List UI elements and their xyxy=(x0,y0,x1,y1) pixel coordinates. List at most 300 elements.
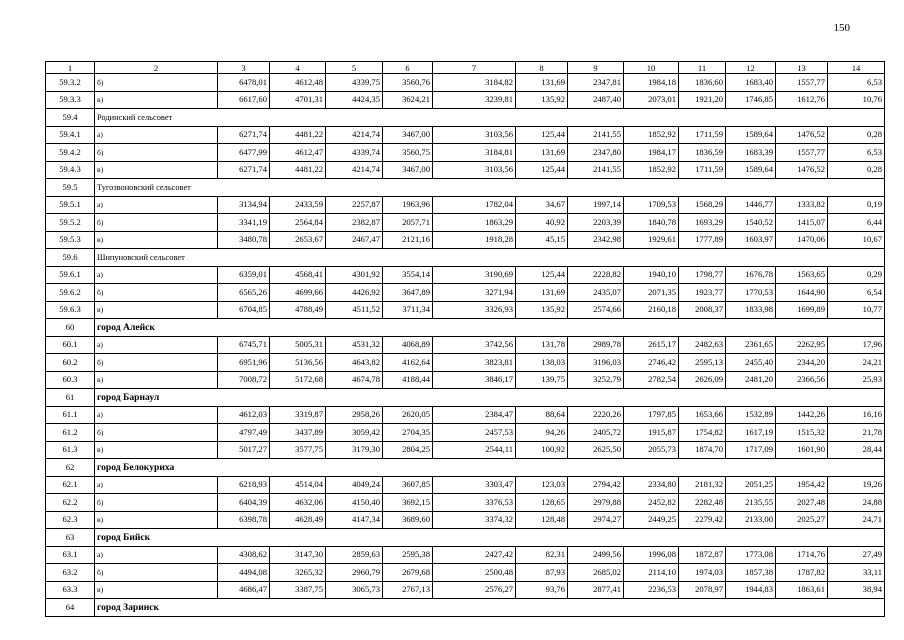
value-cell: 0,19 xyxy=(828,196,885,214)
row-code: 59.5.3 xyxy=(46,231,95,249)
value-cell: 1915,87 xyxy=(624,424,679,442)
value-cell: 16,16 xyxy=(828,406,885,424)
value-cell: 1923,77 xyxy=(679,284,726,302)
value-cell: 4308,62 xyxy=(218,546,270,564)
value-cell: 2487,40 xyxy=(568,91,624,109)
value-cell: 3374,32 xyxy=(433,511,516,529)
value-cell: 2794,42 xyxy=(568,476,624,494)
value-cell: 6477,99 xyxy=(218,144,270,162)
value-cell: 1863,29 xyxy=(433,214,516,232)
value-cell: 1470,06 xyxy=(776,231,828,249)
row-label: б) xyxy=(95,214,218,232)
row-label: б) xyxy=(95,354,218,372)
value-cell: 3147,30 xyxy=(270,546,326,564)
value-cell: 1918,28 xyxy=(433,231,516,249)
value-cell: 3271,94 xyxy=(433,284,516,302)
value-cell: 2057,71 xyxy=(383,214,433,232)
value-cell: 2135,55 xyxy=(726,494,776,512)
value-cell: 2203,39 xyxy=(568,214,624,232)
value-cell: 6271,74 xyxy=(218,126,270,144)
row-label: б) xyxy=(95,494,218,512)
value-cell: 3711,34 xyxy=(383,301,433,319)
table-row xyxy=(46,546,885,564)
value-cell: 2615,17 xyxy=(624,336,679,354)
column-header: 6 xyxy=(383,62,433,74)
value-cell: 4612,48 xyxy=(270,74,326,92)
value-cell: 3467,00 xyxy=(383,161,433,179)
value-cell: 2071,35 xyxy=(624,284,679,302)
value-cell: 2467,47 xyxy=(326,231,383,249)
value-cell: 2595,13 xyxy=(679,354,726,372)
value-cell: 4339,74 xyxy=(326,144,383,162)
value-cell: 1997,14 xyxy=(568,196,624,214)
value-cell: 131,69 xyxy=(516,284,568,302)
value-cell: 87,93 xyxy=(516,564,568,582)
group-title: город Алейск xyxy=(95,319,885,337)
value-cell: 2025,27 xyxy=(776,511,828,529)
value-cell: 10,76 xyxy=(828,91,885,109)
value-cell: 1515,32 xyxy=(776,424,828,442)
value-cell: 1944,83 xyxy=(726,581,776,599)
table-row xyxy=(46,126,885,144)
value-cell: 2435,07 xyxy=(568,284,624,302)
table-row xyxy=(46,74,885,92)
value-cell: 1863,61 xyxy=(776,581,828,599)
value-cell: 2366,56 xyxy=(776,371,828,389)
group-title: город Белокуриха xyxy=(95,459,885,477)
value-cell: 4699,66 xyxy=(270,284,326,302)
value-cell: 2160,18 xyxy=(624,301,679,319)
value-cell: 3326,93 xyxy=(433,301,516,319)
value-cell: 2679,68 xyxy=(383,564,433,582)
value-cell: 4147,34 xyxy=(326,511,383,529)
value-cell: 1612,76 xyxy=(776,91,828,109)
row-label: а) xyxy=(95,476,218,494)
value-cell: 6404,39 xyxy=(218,494,270,512)
value-cell: 4214,74 xyxy=(326,161,383,179)
value-cell: 4788,49 xyxy=(270,301,326,319)
value-cell: 2181,32 xyxy=(679,476,726,494)
value-cell: 1746,85 xyxy=(726,91,776,109)
header-row xyxy=(46,62,885,74)
group-row xyxy=(46,319,885,337)
value-cell: 4632,06 xyxy=(270,494,326,512)
value-cell: 3647,89 xyxy=(383,284,433,302)
value-cell: 4511,52 xyxy=(326,301,383,319)
value-cell: 4568,41 xyxy=(270,266,326,284)
value-cell: 3341,19 xyxy=(218,214,270,232)
column-header: 7 xyxy=(433,62,516,74)
value-cell: 4628,49 xyxy=(270,511,326,529)
value-cell: 131,78 xyxy=(516,336,568,354)
value-cell: 1714,76 xyxy=(776,546,828,564)
value-cell: 2228,82 xyxy=(568,266,624,284)
value-cell: 1963,96 xyxy=(383,196,433,214)
value-cell: 123,03 xyxy=(516,476,568,494)
column-header: 4 xyxy=(270,62,326,74)
value-cell: 1777,89 xyxy=(679,231,726,249)
value-cell: 2685,02 xyxy=(568,564,624,582)
value-cell: 1940,10 xyxy=(624,266,679,284)
value-cell: 4162,64 xyxy=(383,354,433,372)
value-cell: 2051,25 xyxy=(726,476,776,494)
value-cell: 2384,47 xyxy=(433,406,516,424)
row-label: б) xyxy=(95,284,218,302)
value-cell: 4612,03 xyxy=(218,406,270,424)
value-cell: 24,71 xyxy=(828,511,885,529)
value-cell: 27,49 xyxy=(828,546,885,564)
group-title: Родинский сельсовет xyxy=(95,109,885,127)
value-cell: 3823,81 xyxy=(433,354,516,372)
value-cell: 128,65 xyxy=(516,494,568,512)
value-cell: 1589,64 xyxy=(726,126,776,144)
group-row xyxy=(46,599,885,617)
value-cell: 3103,56 xyxy=(433,126,516,144)
column-header: 3 xyxy=(218,62,270,74)
value-cell: 4494,08 xyxy=(218,564,270,582)
row-code: 62.1 xyxy=(46,476,95,494)
value-cell: 2499,56 xyxy=(568,546,624,564)
column-header: 10 xyxy=(624,62,679,74)
value-cell: 3387,75 xyxy=(270,581,326,599)
value-cell: 2141,55 xyxy=(568,161,624,179)
value-cell: 2334,80 xyxy=(624,476,679,494)
row-label: в) xyxy=(95,91,218,109)
value-cell: 19,26 xyxy=(828,476,885,494)
value-cell: 3134,94 xyxy=(218,196,270,214)
group-row xyxy=(46,389,885,407)
table-row xyxy=(46,424,885,442)
row-label: б) xyxy=(95,74,218,92)
value-cell: 4674,78 xyxy=(326,371,383,389)
value-cell: 4531,32 xyxy=(326,336,383,354)
value-cell: 1974,03 xyxy=(679,564,726,582)
row-label: а) xyxy=(95,266,218,284)
value-cell: 2767,13 xyxy=(383,581,433,599)
value-cell: 2236,53 xyxy=(624,581,679,599)
value-cell: 7008,72 xyxy=(218,371,270,389)
column-header: 2 xyxy=(95,62,218,74)
row-code: 59.6 xyxy=(46,249,95,267)
value-cell: 34,67 xyxy=(516,196,568,214)
value-cell: 1540,52 xyxy=(726,214,776,232)
column-header: 9 xyxy=(568,62,624,74)
group-row xyxy=(46,179,885,197)
row-code: 61.1 xyxy=(46,406,95,424)
row-label: в) xyxy=(95,581,218,599)
value-cell: 5136,56 xyxy=(270,354,326,372)
value-cell: 4481,22 xyxy=(270,161,326,179)
value-cell: 2482,63 xyxy=(679,336,726,354)
value-cell: 2449,25 xyxy=(624,511,679,529)
value-cell: 2960,79 xyxy=(326,564,383,582)
value-cell: 1476,52 xyxy=(776,161,828,179)
value-cell: 1644,90 xyxy=(776,284,828,302)
column-header: 13 xyxy=(776,62,828,74)
value-cell: 135,92 xyxy=(516,301,568,319)
value-cell: 2347,80 xyxy=(568,144,624,162)
value-cell: 4481,22 xyxy=(270,126,326,144)
table-row xyxy=(46,441,885,459)
row-code: 60.1 xyxy=(46,336,95,354)
value-cell: 2133,00 xyxy=(726,511,776,529)
value-cell: 24,21 xyxy=(828,354,885,372)
row-code: 59.6.2 xyxy=(46,284,95,302)
table-row xyxy=(46,284,885,302)
value-cell: 1857,38 xyxy=(726,564,776,582)
row-code: 59.5.2 xyxy=(46,214,95,232)
value-cell: 17,96 xyxy=(828,336,885,354)
table-row xyxy=(46,231,885,249)
value-cell: 2576,27 xyxy=(433,581,516,599)
value-cell: 1954,42 xyxy=(776,476,828,494)
row-code: 64 xyxy=(46,599,95,617)
value-cell: 1874,70 xyxy=(679,441,726,459)
row-label: в) xyxy=(95,441,218,459)
value-cell: 2704,35 xyxy=(383,424,433,442)
value-cell: 4068,89 xyxy=(383,336,433,354)
value-cell: 2626,09 xyxy=(679,371,726,389)
row-code: 61.3 xyxy=(46,441,95,459)
value-cell: 2481,20 xyxy=(726,371,776,389)
value-cell: 4150,40 xyxy=(326,494,383,512)
value-cell: 0,29 xyxy=(828,266,885,284)
value-cell: 1603,97 xyxy=(726,231,776,249)
row-code: 60 xyxy=(46,319,95,337)
value-cell: 10,77 xyxy=(828,301,885,319)
value-cell: 2574,66 xyxy=(568,301,624,319)
value-cell: 2405,72 xyxy=(568,424,624,442)
value-cell: 2457,53 xyxy=(433,424,516,442)
value-cell: 2220,26 xyxy=(568,406,624,424)
value-cell: 1699,89 xyxy=(776,301,828,319)
value-cell: 1984,18 xyxy=(624,74,679,92)
value-cell: 24,88 xyxy=(828,494,885,512)
row-code: 59.5 xyxy=(46,179,95,197)
value-cell: 2625,50 xyxy=(568,441,624,459)
value-cell: 1921,20 xyxy=(679,91,726,109)
value-cell: 1563,65 xyxy=(776,266,828,284)
value-cell: 4301,92 xyxy=(326,266,383,284)
value-cell: 5005,31 xyxy=(270,336,326,354)
value-cell: 3184,81 xyxy=(433,144,516,162)
group-title: город Заринск xyxy=(95,599,885,617)
row-label: в) xyxy=(95,231,218,249)
value-cell: 2452,82 xyxy=(624,494,679,512)
row-label: а) xyxy=(95,196,218,214)
value-cell: 3303,47 xyxy=(433,476,516,494)
value-cell: 1693,29 xyxy=(679,214,726,232)
value-cell: 1840,78 xyxy=(624,214,679,232)
value-cell: 6359,01 xyxy=(218,266,270,284)
table-row xyxy=(46,476,885,494)
row-label: б) xyxy=(95,424,218,442)
row-label: а) xyxy=(95,406,218,424)
value-cell: 2382,87 xyxy=(326,214,383,232)
value-cell: 1333,82 xyxy=(776,196,828,214)
value-cell: 1476,52 xyxy=(776,126,828,144)
value-cell: 3560,76 xyxy=(383,74,433,92)
value-cell: 1836,60 xyxy=(679,74,726,92)
value-cell: 3179,30 xyxy=(326,441,383,459)
table-row xyxy=(46,301,885,319)
value-cell: 3607,85 xyxy=(383,476,433,494)
value-cell: 1446,77 xyxy=(726,196,776,214)
value-cell: 6271,74 xyxy=(218,161,270,179)
row-label: в) xyxy=(95,371,218,389)
value-cell: 1683,39 xyxy=(726,144,776,162)
value-cell: 1797,85 xyxy=(624,406,679,424)
value-cell: 93,76 xyxy=(516,581,568,599)
value-cell: 3196,03 xyxy=(568,354,624,372)
value-cell: 2620,05 xyxy=(383,406,433,424)
value-cell: 40,92 xyxy=(516,214,568,232)
row-label: в) xyxy=(95,161,218,179)
value-cell: 2141,55 xyxy=(568,126,624,144)
row-code: 60.3 xyxy=(46,371,95,389)
value-cell: 1557,77 xyxy=(776,74,828,92)
value-cell: 1717,09 xyxy=(726,441,776,459)
row-code: 63.1 xyxy=(46,546,95,564)
value-cell: 3560,75 xyxy=(383,144,433,162)
value-cell: 1872,87 xyxy=(679,546,726,564)
value-cell: 3265,32 xyxy=(270,564,326,582)
row-label: а) xyxy=(95,546,218,564)
value-cell: 3184,82 xyxy=(433,74,516,92)
row-code: 62.2 xyxy=(46,494,95,512)
value-cell: 6951,96 xyxy=(218,354,270,372)
table-row xyxy=(46,144,885,162)
value-cell: 2055,73 xyxy=(624,441,679,459)
value-cell: 4701,31 xyxy=(270,91,326,109)
value-cell: 6565,26 xyxy=(218,284,270,302)
column-header: 12 xyxy=(726,62,776,74)
table-row xyxy=(46,371,885,389)
value-cell: 1754,82 xyxy=(679,424,726,442)
value-cell: 125,44 xyxy=(516,266,568,284)
value-cell: 4643,82 xyxy=(326,354,383,372)
value-cell: 6,53 xyxy=(828,144,885,162)
value-cell: 2564,84 xyxy=(270,214,326,232)
value-cell: 1984,17 xyxy=(624,144,679,162)
row-code: 59.3.2 xyxy=(46,74,95,92)
value-cell: 1442,26 xyxy=(776,406,828,424)
value-cell: 3103,56 xyxy=(433,161,516,179)
value-cell: 38,94 xyxy=(828,581,885,599)
value-cell: 1617,19 xyxy=(726,424,776,442)
value-cell: 4214,74 xyxy=(326,126,383,144)
table-row xyxy=(46,564,885,582)
table-row xyxy=(46,336,885,354)
value-cell: 2279,42 xyxy=(679,511,726,529)
group-row xyxy=(46,529,885,547)
value-cell: 2989,78 xyxy=(568,336,624,354)
value-cell: 4612,47 xyxy=(270,144,326,162)
value-cell: 2544,11 xyxy=(433,441,516,459)
value-cell: 10,67 xyxy=(828,231,885,249)
value-cell: 2433,59 xyxy=(270,196,326,214)
value-cell: 1557,77 xyxy=(776,144,828,162)
value-cell: 128,48 xyxy=(516,511,568,529)
value-cell: 6704,85 xyxy=(218,301,270,319)
row-code: 62.3 xyxy=(46,511,95,529)
row-code: 59.6.3 xyxy=(46,301,95,319)
value-cell: 2595,38 xyxy=(383,546,433,564)
row-code: 59.3.3 xyxy=(46,91,95,109)
value-cell: 2027,48 xyxy=(776,494,828,512)
value-cell: 3846,17 xyxy=(433,371,516,389)
value-cell: 2344,20 xyxy=(776,354,828,372)
value-cell: 2782,54 xyxy=(624,371,679,389)
group-row xyxy=(46,459,885,477)
value-cell: 2121,16 xyxy=(383,231,433,249)
value-cell: 3689,60 xyxy=(383,511,433,529)
value-cell: 2500,48 xyxy=(433,564,516,582)
row-code: 59.4 xyxy=(46,109,95,127)
value-cell: 139,75 xyxy=(516,371,568,389)
value-cell: 3692,15 xyxy=(383,494,433,512)
value-cell: 6218,93 xyxy=(218,476,270,494)
column-header: 8 xyxy=(516,62,568,74)
value-cell: 3437,89 xyxy=(270,424,326,442)
value-cell: 3467,00 xyxy=(383,126,433,144)
value-cell: 1773,08 xyxy=(726,546,776,564)
row-label: в) xyxy=(95,301,218,319)
column-header: 1 xyxy=(46,62,95,74)
value-cell: 4797,49 xyxy=(218,424,270,442)
value-cell: 138,03 xyxy=(516,354,568,372)
value-cell: 2282,48 xyxy=(679,494,726,512)
value-cell: 0,28 xyxy=(828,126,885,144)
value-cell: 2804,25 xyxy=(383,441,433,459)
value-cell: 6617,60 xyxy=(218,91,270,109)
table-row xyxy=(46,91,885,109)
value-cell: 4686,47 xyxy=(218,581,270,599)
value-cell: 1836,59 xyxy=(679,144,726,162)
tariff-table xyxy=(45,61,885,617)
value-cell: 1589,64 xyxy=(726,161,776,179)
row-label: б) xyxy=(95,144,218,162)
value-cell: 2361,65 xyxy=(726,336,776,354)
value-cell: 6,54 xyxy=(828,284,885,302)
value-cell: 1852,92 xyxy=(624,161,679,179)
value-cell: 3239,81 xyxy=(433,91,516,109)
row-label: а) xyxy=(95,336,218,354)
row-code: 61.2 xyxy=(46,424,95,442)
value-cell: 1709,53 xyxy=(624,196,679,214)
value-cell: 25,93 xyxy=(828,371,885,389)
value-cell: 2653,67 xyxy=(270,231,326,249)
value-cell: 88,64 xyxy=(516,406,568,424)
value-cell: 1798,77 xyxy=(679,266,726,284)
value-cell: 4424,35 xyxy=(326,91,383,109)
value-cell: 2979,88 xyxy=(568,494,624,512)
page-number: 150 xyxy=(833,22,850,34)
value-cell: 82,31 xyxy=(516,546,568,564)
value-cell: 4426,92 xyxy=(326,284,383,302)
value-cell: 6745,71 xyxy=(218,336,270,354)
value-cell: 4514,04 xyxy=(270,476,326,494)
value-cell: 1683,40 xyxy=(726,74,776,92)
table-row xyxy=(46,161,885,179)
value-cell: 2974,27 xyxy=(568,511,624,529)
value-cell: 5017,27 xyxy=(218,441,270,459)
value-cell: 33,11 xyxy=(828,564,885,582)
value-cell: 3742,56 xyxy=(433,336,516,354)
value-cell: 131,69 xyxy=(516,144,568,162)
row-code: 59.4.3 xyxy=(46,161,95,179)
value-cell: 125,44 xyxy=(516,126,568,144)
